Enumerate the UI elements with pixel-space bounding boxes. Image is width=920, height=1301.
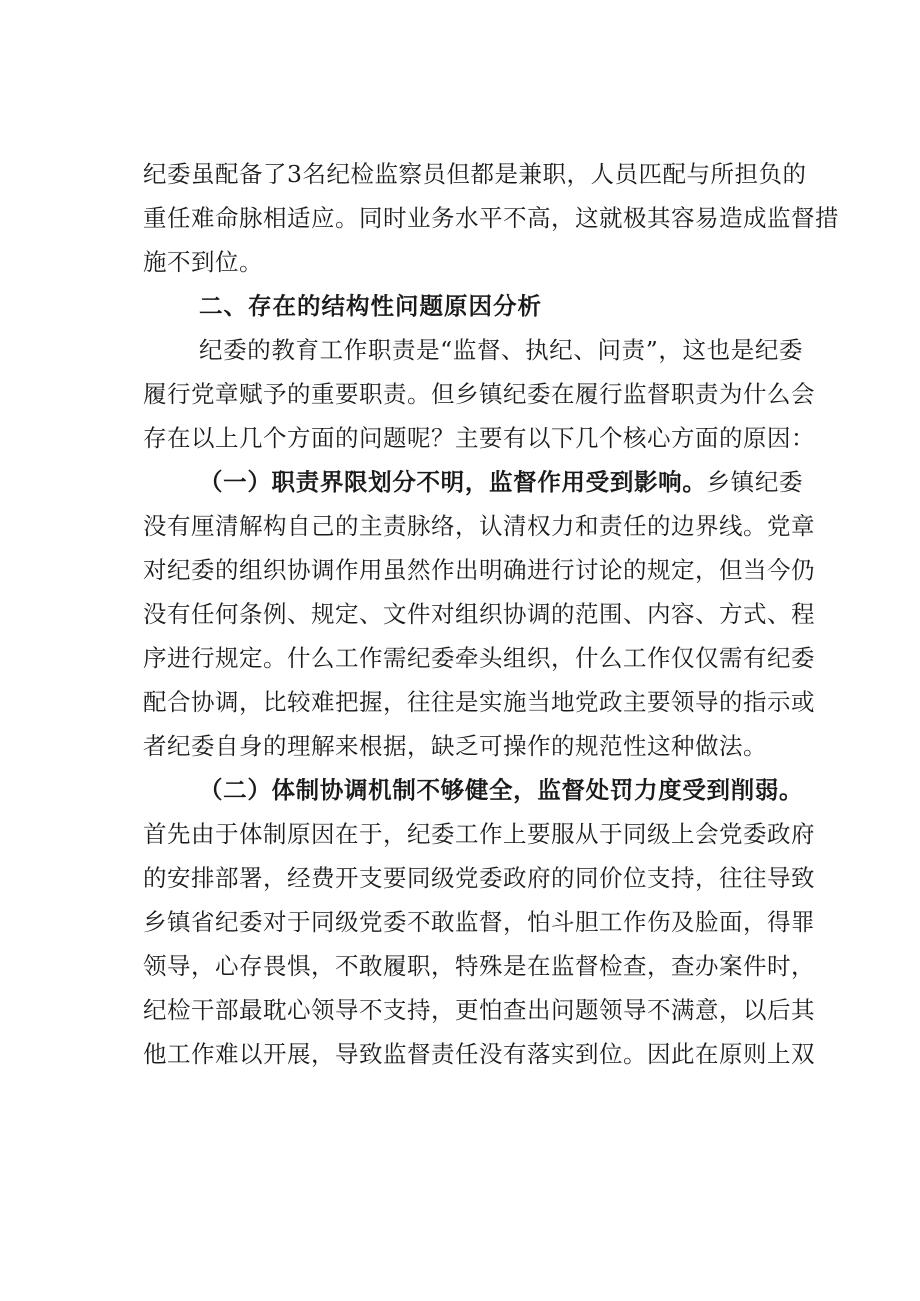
subsection-line	[143, 768, 803, 812]
paragraph-line: 施不到位。	[143, 248, 263, 276]
paragraph-line: 纪检干部最耽心领导不支持，更怕查出问题领导不满意，以后其	[143, 996, 815, 1024]
paragraph-line: 者纪委自身的理解来根据，缺乏可操作的规范性这种做法。	[143, 732, 767, 760]
document-body	[143, 150, 839, 1076]
paragraph-line: 纪委虽配备了3名纪检监察员但都是兼职，人员匹配与所担负的	[143, 160, 807, 188]
subsection-heading: （二）体制协调机制不够健全，监督处罚力度受到削弱。	[199, 776, 803, 804]
section-heading: 二、存在的结构性问题原因分析	[199, 292, 542, 320]
paragraph-line: 纪委的教育工作职责是“监督、执纪、问责”，这也是纪委	[199, 336, 803, 364]
paragraph-line: 对纪委的组织协调作用虽然作出明确进行讨论的规定，但当今仍	[143, 556, 815, 584]
subsection-heading: （一）职责界限划分不明，监督作用受到影响。	[199, 468, 707, 496]
paragraph-line: 领导，心存畏惧，不敢履职，特殊是在监督检查，查办案件时，	[143, 952, 815, 980]
paragraph-line: 没有厘清解构自己的主责脉络，认清权力和责任的边界线。党章	[143, 512, 815, 540]
paragraph-line: 序进行规定。什么工作需纪委牵头组织，什么工作仅仅需有纪委	[143, 644, 815, 672]
paragraph-line: 配合协调，比较难把握，往往是实施当地党政主要领导的指示或	[143, 688, 815, 716]
paragraph-line: 存在以上几个方面的问题呢？主要有以下几个核心方面的原因：	[143, 424, 815, 452]
paragraph-line: 的安排部署，经费开支要同级党委政府的同价位支持，往往导致	[143, 864, 815, 892]
paragraph-line: 没有任何条例、规定、文件对组织协调的范围、内容、方式、程	[143, 600, 815, 628]
paragraph-line: 乡镇省纪委对于同级党委不敢监督，怕斗胆工作伤及脸面，得罪	[143, 908, 815, 936]
subsection-line	[143, 460, 803, 504]
paragraph-text: 乡镇纪委	[706, 468, 804, 496]
paragraph-line: 重任难命脉相适应。同时业务水平不高，这就极其容易造成监督措	[143, 204, 839, 232]
paragraph-line: 首先由于体制原因在于，纪委工作上要服从于同级上会党委政府	[143, 820, 815, 848]
paragraph-line: 他工作难以开展，导致监督责任没有落实到位。因此在原则上双	[143, 1040, 815, 1068]
paragraph-line: 履行党章赋予的重要职责。但乡镇纪委在履行监督职责为什么会	[143, 380, 815, 408]
